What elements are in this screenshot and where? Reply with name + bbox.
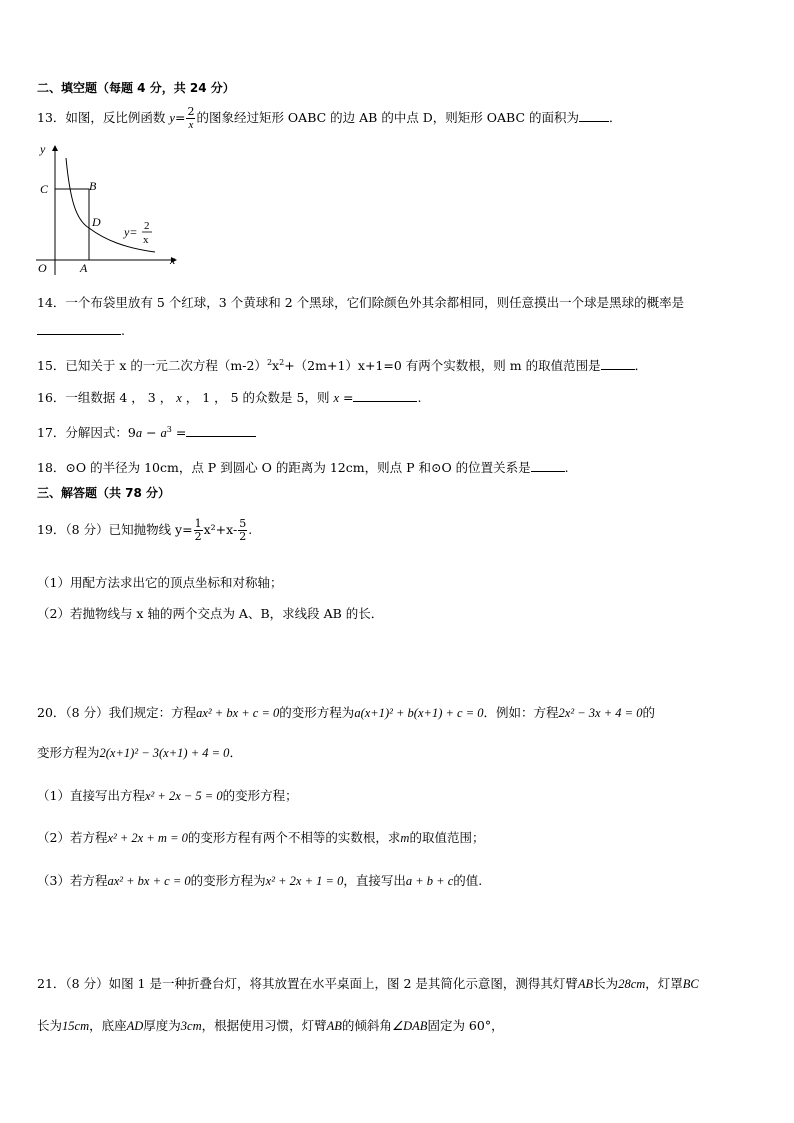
- label-c: C: [40, 182, 49, 196]
- q21-ab: AB: [577, 977, 594, 991]
- q18-text: 18．⊙O 的半径为 10cm，点 P 到圆心 O 的距离为 12cm，则点 P 和⊙O 的位置关系是: [37, 460, 531, 475]
- q19-pre: 19．（8 分）已知抛物线 y=: [37, 522, 193, 537]
- q19-part1: （1）用配方法求出它的顶点坐标和对称轴；: [37, 575, 283, 590]
- q20-p2-end: 的取值范围；: [409, 830, 485, 845]
- q21-bc: BC: [682, 977, 699, 991]
- q16-x2: x: [333, 391, 339, 405]
- q17-9: 9: [127, 425, 136, 440]
- q20-p2-m: m: [400, 831, 410, 845]
- q15-pre: 15．已知关于 x 的一元二次方程（m-2）: [37, 358, 267, 373]
- question-20-line1: [37, 703, 655, 721]
- q20-p1-eq: x² + 2x − 5 = 0: [144, 789, 223, 803]
- q19-frac2: [238, 518, 247, 543]
- q19-mid: x²+x-: [203, 522, 238, 537]
- q20-p2-eq: x² + 2x + m = 0: [107, 831, 188, 845]
- q21-l2-len: 15cm: [62, 1019, 90, 1033]
- q16-end: .: [417, 390, 422, 405]
- q20-pre: 20．（8 分）我们规定：方程: [37, 705, 197, 720]
- q21-l2-mid: ，底座: [89, 1018, 127, 1033]
- q20-eq3: 2x² − 3x + 4 = 0: [558, 706, 643, 720]
- q21-l2-mid2: 厚度为: [143, 1018, 181, 1033]
- q16-pre: 16．一组数据 4 ， 3 ，: [37, 390, 177, 405]
- question-14-line2: [37, 322, 125, 338]
- q20-l2-eq: 2(x+1)² − 3(x+1) + 4 = 0: [99, 746, 230, 760]
- question-14: 14．一个布袋里放有 5 个红球，3 个黄球和 2 个黑球，它们除颜色外其余都相同，则任意摸出一个球是黑球的概率是: [37, 295, 685, 310]
- q16-x: x: [176, 391, 182, 405]
- q20-p3-mid2: ，直接写出: [343, 873, 406, 888]
- q15-x: x: [272, 358, 280, 373]
- q21-l2-mid4: 的倾斜角: [341, 1018, 392, 1033]
- q20-p3-pre: （3）若方程: [37, 873, 108, 888]
- curve-label-num: 2: [144, 220, 150, 232]
- q19-frac2-num: 5: [239, 517, 247, 530]
- q20-part1: [37, 786, 298, 804]
- q15-sup1: 2: [266, 357, 273, 367]
- q19-frac1: [194, 518, 203, 543]
- q20-p3-eq2: x² + 2x + 1 = 0: [265, 874, 344, 888]
- q19-frac2-den: 2: [239, 530, 247, 543]
- q21-mid: 长为: [593, 976, 619, 991]
- q20-p3-end: 的值.: [453, 873, 483, 888]
- hyperbola-curve: [66, 158, 155, 252]
- q13-frac-den: x: [188, 119, 194, 131]
- q21-pre: 21．（8 分）如图 1 是一种折叠台灯，将其放置在水平桌面上，图 2 是其简化示意图，测得其灯臂: [37, 976, 578, 991]
- q15-end: ．: [634, 358, 648, 373]
- q21-mid2: ，灯罩: [645, 976, 683, 991]
- q13-eq: =: [174, 110, 186, 125]
- q20-eq1: ax² + bx + c = 0: [196, 706, 280, 720]
- q15-post: +（2m+1）x+1=0 有两个实数根，则 m 的取值范围是: [284, 358, 601, 373]
- q16-mid: ， 1 ， 5 的众数是 5，则: [181, 390, 334, 405]
- q16-answer-blank: [353, 389, 417, 402]
- label-b: B: [89, 179, 97, 193]
- question-21-line1: [37, 974, 699, 992]
- q19-frac1-num: 1: [194, 517, 202, 530]
- curve-label-den: x: [143, 234, 149, 246]
- q13-frac-num: 2: [187, 105, 195, 118]
- q21-l2-end: 固定为 60°，: [427, 1018, 504, 1033]
- q20-p1-end: 的变形方程；: [222, 788, 298, 803]
- q20-l2-end: ．: [229, 745, 242, 760]
- q18-end: .: [564, 460, 569, 475]
- q14-end: .: [121, 323, 125, 338]
- q18-answer-blank: [531, 459, 565, 472]
- question-16: [37, 388, 421, 406]
- q20-part3: [37, 871, 482, 889]
- q20-l2-pre: 变形方程为: [37, 745, 100, 760]
- question-15: [37, 356, 647, 374]
- label-d: D: [92, 215, 101, 229]
- q13-answer-blank: [579, 109, 609, 122]
- q19-frac1-den: 2: [194, 530, 202, 543]
- q20-end1: 的: [642, 705, 655, 720]
- q16-eq: =: [339, 390, 354, 405]
- q19-part2: （2）若抛物线与 x 轴的两个交点为 A、B，求线段 AB 的长．: [37, 606, 384, 621]
- q21-l2-angle: ∠DAB: [391, 1019, 428, 1033]
- q15-sup2: 2: [279, 357, 285, 367]
- q14-answer-blank: [37, 322, 121, 335]
- q13-fraction: [186, 106, 195, 131]
- question-13: [37, 106, 622, 131]
- label-a: A: [80, 261, 88, 275]
- q17-minus: −: [142, 425, 161, 440]
- curve-label-y: y=: [124, 225, 138, 239]
- q20-p2-mid: 的变形方程有两个不相等的实数根，求: [187, 830, 401, 845]
- q19-end: .: [248, 522, 253, 537]
- q13-figure: [30, 140, 190, 280]
- q20-p3-mid: 的变形方程为: [190, 873, 266, 888]
- q20-eq2: a(x+1)² + b(x+1) + c = 0: [354, 706, 484, 720]
- q21-l2-ad: AD: [126, 1019, 144, 1033]
- q20-part2: [37, 828, 484, 846]
- q13-y: y: [169, 111, 175, 125]
- q17-sup: 3: [166, 424, 172, 434]
- label-y-axis: y: [40, 142, 46, 156]
- q17-answer-blank: [186, 424, 256, 437]
- q17-eq: =: [171, 425, 187, 440]
- q20-p3-eq3: a + b + c: [405, 874, 454, 888]
- section-2-title: 二、填空题（每题 4 分，共 24 分）: [37, 81, 235, 95]
- q20-mid2: ．例如：方程: [483, 705, 559, 720]
- q17-pre: 17．分解因式：: [37, 425, 128, 440]
- question-20-line2: [37, 743, 242, 761]
- question-17: [37, 423, 256, 441]
- q13-end: ．: [609, 110, 622, 125]
- q15-answer-blank: [601, 357, 635, 370]
- question-19: [37, 518, 252, 543]
- q21-l2-pre: 长为: [37, 1018, 63, 1033]
- q17-a: a: [135, 426, 143, 440]
- question-18: [37, 458, 569, 476]
- q20-p2-pre: （2）若方程: [37, 830, 108, 845]
- q21-len: 28cm: [618, 977, 646, 991]
- q20-p1-pre: （1）直接写出方程: [37, 788, 145, 803]
- q13-number: 13．: [37, 110, 66, 125]
- q20-mid: 的变形方程为: [279, 705, 355, 720]
- q13-post: 的图象经过矩形 OABC 的边 AB 的中点 D，则矩形 OABC 的面积为: [196, 110, 580, 125]
- q21-l2-mid3: ，根据使用习惯，灯臂: [201, 1018, 327, 1033]
- question-21-line2: [37, 1016, 504, 1034]
- q17-a2: a: [160, 426, 167, 440]
- label-o: O: [38, 261, 47, 275]
- q20-p3-eq1: ax² + bx + c = 0: [107, 874, 191, 888]
- section-3-title: 三、解答题（共 78 分）: [37, 486, 171, 500]
- q21-l2-ab: AB: [326, 1019, 342, 1033]
- q13-pre: 如图，反比例函数: [65, 110, 166, 125]
- label-x-axis: x: [170, 253, 176, 267]
- q21-l2-th: 3cm: [180, 1019, 202, 1033]
